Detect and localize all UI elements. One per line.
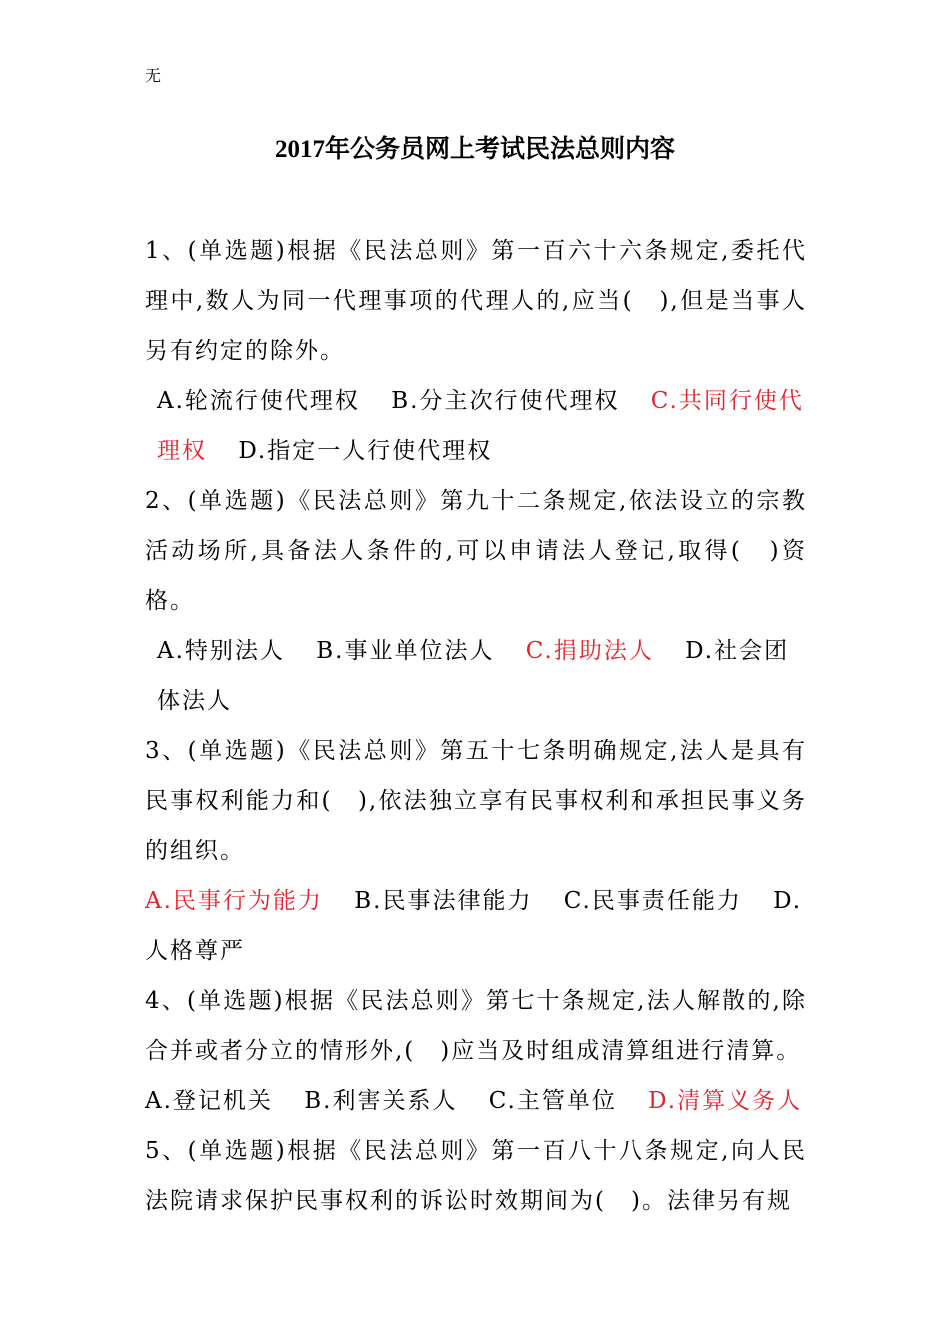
- question-3-options: [145, 876, 807, 976]
- question-2-stem: 2、(单选题)《民法总则》第九十二条规定,依法设立的宗教活动场所,具备法人条件的,可以申请法人登记,取得( )资格。: [145, 488, 807, 614]
- question-3-option-c: C.民事责任能力: [563, 888, 742, 914]
- question-3-option-d: D.人格尊严: [145, 888, 803, 964]
- question-1-option-d: D.指定一人行使代理权: [238, 438, 493, 464]
- question-4-option-b: B.利害关系人: [304, 1088, 458, 1114]
- question-4-option-d-answer: D.清算义务人: [648, 1088, 803, 1114]
- question-3-option-b: B.民事法律能力: [354, 888, 533, 914]
- question-3-option-a-answer: A.民事行为能力: [145, 888, 323, 914]
- question-1-option-c-answer: C.共同行使代理权: [157, 388, 804, 464]
- question-1-stem: 1、(单选题)根据《民法总则》第一百六十六条规定,委托代理中,数人为同一代理事项的代理人的,应当( ),但是当事人另有约定的除外。: [145, 238, 807, 364]
- question-4-option-a: A.登记机关: [145, 1088, 273, 1114]
- question-1-options: [145, 376, 807, 476]
- question-5-stem: 5、(单选题)根据《民法总则》第一百八十八条规定,向人民法院请求保护民事权利的诉讼时效期间为( )。法律另有规: [145, 1138, 807, 1214]
- question-2-option-b: B.事业单位法人: [316, 638, 495, 664]
- question-4-option-c: C.主管单位: [488, 1088, 617, 1114]
- question-2-option-a: A.特别法人: [157, 638, 285, 664]
- question-1-option-a: A.轮流行使代理权: [157, 388, 360, 414]
- question-4-options: [145, 1076, 807, 1126]
- question-2-option-c-answer: C.捐助法人: [525, 638, 654, 664]
- document-title: 2017年公务员网上考试民法总则内容: [274, 136, 675, 163]
- document-body: [145, 226, 807, 1226]
- question-2-options: [145, 626, 807, 726]
- question-3-stem: 3、(单选题)《民法总则》第五十七条明确规定,法人是具有民事权利能力和( ),依法独立享有民事权利和承担民事义务的组织。: [145, 738, 807, 864]
- page-header: 无: [145, 66, 162, 85]
- question-4-stem: 4、(单选题)根据《民法总则》第七十条规定,法人解散的,除合并或者分立的情形外,( )应当及时组成清算组进行清算。: [145, 988, 807, 1064]
- question-1-option-b: B.分主次行使代理权: [391, 388, 620, 414]
- question-2-option-d: D.社会团体法人: [157, 638, 790, 714]
